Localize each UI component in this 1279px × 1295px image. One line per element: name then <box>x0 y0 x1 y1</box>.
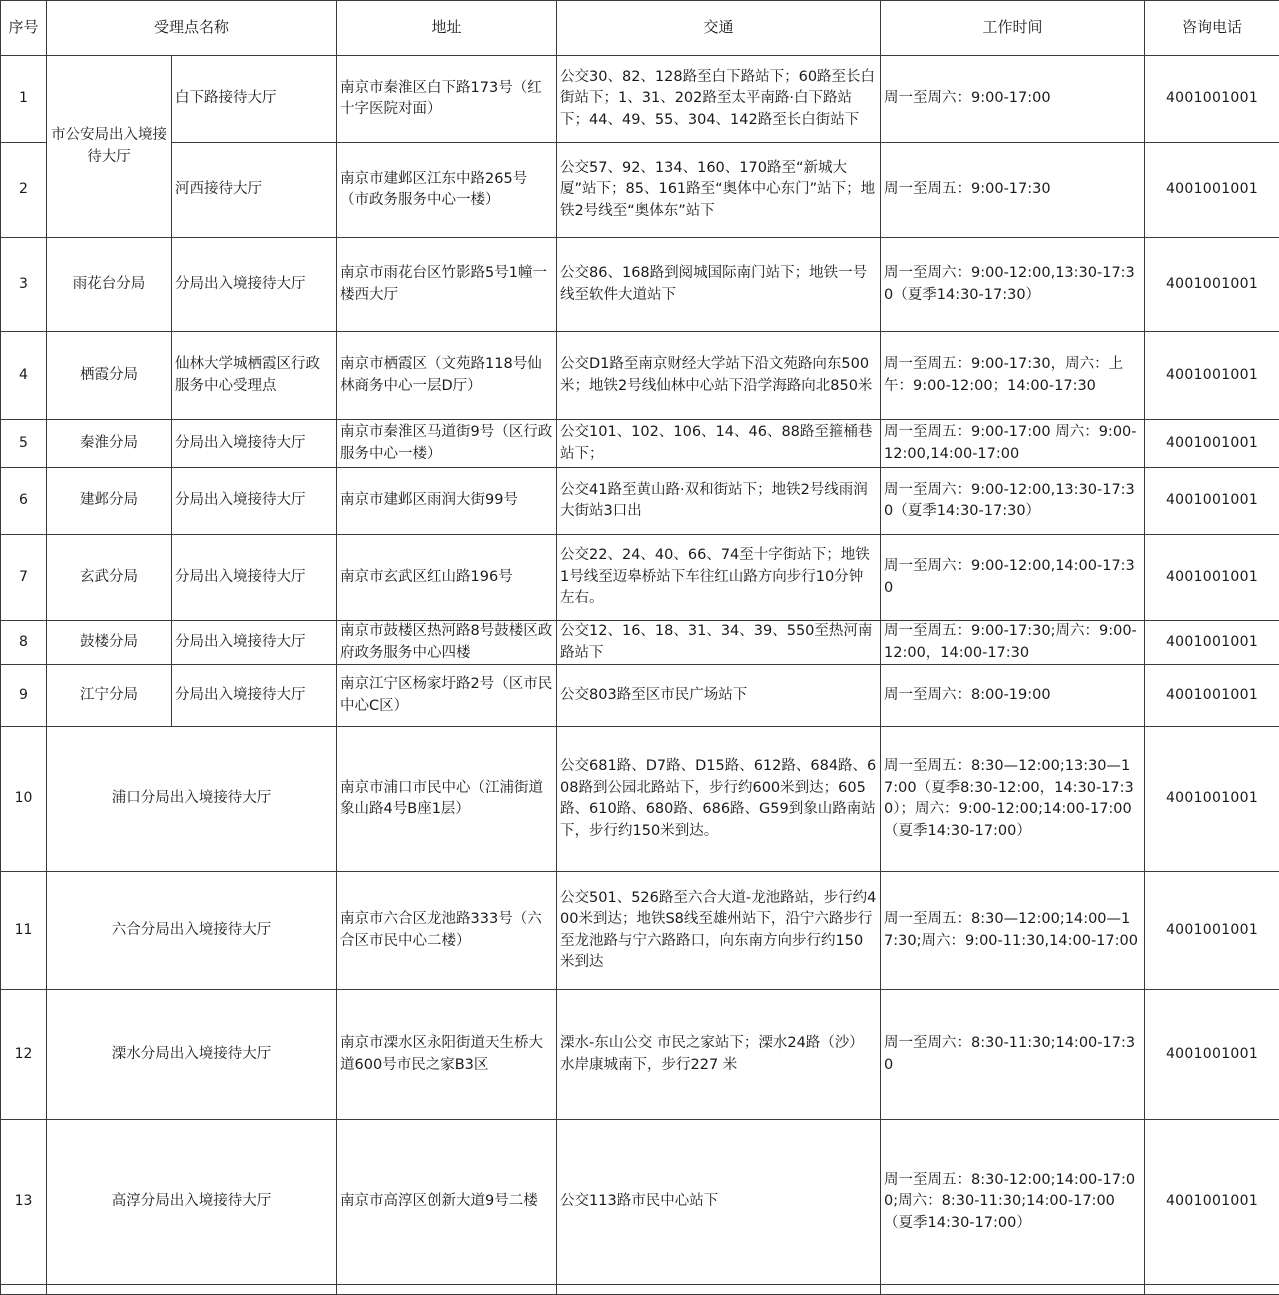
branch-cell: 玄武分局 <box>47 535 172 621</box>
phone-cell: 4001001001 <box>1145 143 1279 238</box>
phone-cell: 4001001001 <box>1145 238 1279 332</box>
phone-cell: 4001001001 <box>1145 1120 1279 1285</box>
hall-cell: 分局出入境接待大厅 <box>172 468 337 535</box>
hall-cell: 分局出入境接待大厅 <box>172 420 337 468</box>
empty-cell <box>881 1285 1145 1295</box>
table-row <box>1 332 1279 420</box>
seq-cell: 11 <box>1 872 47 990</box>
transport-cell: 公交30、82、128路至白下路站下；60路至长白街站下；1、31、202路至太平南路·白下路站下；44、49、55、304、142路至长白街站下 <box>557 56 881 143</box>
hall-cell: 分局出入境接待大厅 <box>172 535 337 621</box>
hall-cell: 分局出入境接待大厅 <box>172 665 337 727</box>
hours-cell: 周一至周六：9:00-17:00 <box>881 56 1145 143</box>
table-row <box>1 665 1279 727</box>
hours-cell: 周一至周五：9:00-17:30，周六：上午：9:00-12:00；14:00-17:30 <box>881 332 1145 420</box>
transport-cell: 公交113路市民中心站下 <box>557 1120 881 1285</box>
transport-cell: 公交681路、D7路、D15路、612路、684路、608路到公园北路站下，步行约600米到达；605路、610路、680路、686路、G59到象山路南站下，步行约150米到达。 <box>557 727 881 872</box>
header-name: 受理点名称 <box>47 1 337 56</box>
hours-cell: 周一至周六：9:00-12:00,14:00-17:30 <box>881 535 1145 621</box>
hours-cell: 周一至周六：8:30-11:30;14:00-17:30 <box>881 990 1145 1120</box>
address-cell: 南京市六合区龙池路333号（六合区市民中心二楼） <box>337 872 557 990</box>
address-cell: 南京市高淳区创新大道9号二楼 <box>337 1120 557 1285</box>
branch-cell: 栖霞分局 <box>47 332 172 420</box>
address-cell: 南京市雨花台区竹影路5号1幢一楼西大厅 <box>337 238 557 332</box>
table-row-cutoff <box>1 1285 1279 1295</box>
branch-cell: 建邺分局 <box>47 468 172 535</box>
address-cell: 南京江宁区杨家圩路2号（区市民中心C区） <box>337 665 557 727</box>
transport-cell: 公交41路至黄山路·双和街站下；地铁2号线雨润大街站3口出 <box>557 468 881 535</box>
seq-cell: 5 <box>1 420 47 468</box>
transport-cell: 公交501、526路至六合大道-龙池路站，步行约400米到达；地铁S8线至雄州站下，沿宁六路步行至龙池路与宁六路路口，向东南方向步行约150米到达 <box>557 872 881 990</box>
phone-cell: 4001001001 <box>1145 332 1279 420</box>
transport-cell: 溧水-东山公交 市民之家站下；溧水24路（沙）水岸康城南下，步行227 米 <box>557 990 881 1120</box>
transport-cell: 公交101、102、106、14、46、88路至箍桶巷站下； <box>557 420 881 468</box>
table-row <box>1 143 1279 238</box>
seq-cell: 13 <box>1 1120 47 1285</box>
branch-cell: 鼓楼分局 <box>47 621 172 665</box>
hours-cell: 周一至周五：9:00-17:30 <box>881 143 1145 238</box>
table-row <box>1 468 1279 535</box>
phone-cell: 4001001001 <box>1145 56 1279 143</box>
hall-cell: 分局出入境接待大厅 <box>172 621 337 665</box>
seq-cell: 12 <box>1 990 47 1120</box>
table-row <box>1 727 1279 872</box>
hours-cell: 周一至周五：9:00-17:30;周六：9:00-12:00，14:00-17:30 <box>881 621 1145 665</box>
branch-cell: 雨花台分局 <box>47 238 172 332</box>
phone-cell: 4001001001 <box>1145 535 1279 621</box>
hall-cell: 河西接待大厅 <box>172 143 337 238</box>
seq-cell: 4 <box>1 332 47 420</box>
branch-cell: 秦淮分局 <box>47 420 172 468</box>
table-row <box>1 535 1279 621</box>
bureau-cell: 市公安局出入境接待大厅 <box>47 56 172 238</box>
hours-cell: 周一至周六：8:00-19:00 <box>881 665 1145 727</box>
transport-cell: 公交D1路至南京财经大学站下沿文苑路向东500米；地铁2号线仙林中心站下沿学海路向北850米 <box>557 332 881 420</box>
address-cell: 南京市秦淮区马道街9号（区行政服务中心一楼） <box>337 420 557 468</box>
address-cell: 南京市秦淮区白下路173号（红十字医院对面） <box>337 56 557 143</box>
address-cell: 南京市玄武区红山路196号 <box>337 535 557 621</box>
seq-cell: 3 <box>1 238 47 332</box>
hall-cell: 仙林大学城栖霞区行政服务中心受理点 <box>172 332 337 420</box>
phone-cell: 4001001001 <box>1145 468 1279 535</box>
phone-cell: 4001001001 <box>1145 420 1279 468</box>
header-transport: 交通 <box>557 1 881 56</box>
table-row <box>1 621 1279 665</box>
seq-cell: 8 <box>1 621 47 665</box>
hours-cell: 周一至周五：8:30-12:00;14:00-17:00;周六：8:30-11:30;14:00-17:00（夏季14:30-17:00） <box>881 1120 1145 1285</box>
transport-cell: 公交86、168路到阅城国际南门站下；地铁一号线至软件大道站下 <box>557 238 881 332</box>
address-cell: 南京市鼓楼区热河路8号鼓楼区政府政务服务中心四楼 <box>337 621 557 665</box>
hall-merged-cell: 六合分局出入境接待大厅 <box>47 872 337 990</box>
transport-cell: 公交57、92、134、160、170路至“新城大厦”站下；85、161路至“奥体中心东门”站下；地铁2号线至“奥体东”站下 <box>557 143 881 238</box>
address-cell: 南京市浦口市民中心（江浦街道象山路4号B座1层） <box>337 727 557 872</box>
empty-cell <box>557 1285 881 1295</box>
transport-cell: 公交803路至区市民广场站下 <box>557 665 881 727</box>
empty-cell <box>1 1285 47 1295</box>
transport-cell: 公交12、16、18、31、34、39、550至热河南路站下 <box>557 621 881 665</box>
hours-cell: 周一至周六：9:00-12:00,13:30-17:30（夏季14:30-17:30） <box>881 468 1145 535</box>
phone-cell: 4001001001 <box>1145 990 1279 1120</box>
hall-merged-cell: 高淳分局出入境接待大厅 <box>47 1120 337 1285</box>
seq-cell: 2 <box>1 143 47 238</box>
hours-cell: 周一至周五：8:30—12:00;14:00—17:30;周六：9:00-11:30,14:00-17:00 <box>881 872 1145 990</box>
seq-cell: 7 <box>1 535 47 621</box>
header-seq: 序号 <box>1 1 47 56</box>
empty-cell <box>47 1285 337 1295</box>
phone-cell: 4001001001 <box>1145 872 1279 990</box>
address-cell: 南京市建邺区江东中路265号（市政务服务中心一楼） <box>337 143 557 238</box>
header-address: 地址 <box>337 1 557 56</box>
header-phone: 咨询电话 <box>1145 1 1279 56</box>
seq-cell: 10 <box>1 727 47 872</box>
branch-cell: 江宁分局 <box>47 665 172 727</box>
hours-cell: 周一至周五：9:00-17:00 周六：9:00-12:00,14:00-17:00 <box>881 420 1145 468</box>
hall-cell: 分局出入境接待大厅 <box>172 238 337 332</box>
address-cell: 南京市栖霞区（文苑路118号仙林商务中心一层D厅） <box>337 332 557 420</box>
table-row <box>1 872 1279 990</box>
hall-cell: 白下路接待大厅 <box>172 56 337 143</box>
hours-cell: 周一至周五：8:30—12:00;13:30—17:00（夏季8:30-12:00，14:30-17:30）；周六：9:00-12:00;14:00-17:00（夏季14:30-17:00） <box>881 727 1145 872</box>
phone-cell: 4001001001 <box>1145 665 1279 727</box>
seq-cell: 9 <box>1 665 47 727</box>
hall-merged-cell: 溧水分局出入境接待大厅 <box>47 990 337 1120</box>
table-row <box>1 1120 1279 1285</box>
table-row <box>1 238 1279 332</box>
seq-cell: 6 <box>1 468 47 535</box>
empty-cell <box>337 1285 557 1295</box>
address-cell: 南京市建邺区雨润大街99号 <box>337 468 557 535</box>
phone-cell: 4001001001 <box>1145 727 1279 872</box>
empty-cell <box>1145 1285 1279 1295</box>
transport-cell: 公交22、24、40、66、74至十字街站下；地铁1号线至迈皋桥站下车往红山路方向步行10分钟左右。 <box>557 535 881 621</box>
hours-cell: 周一至周六：9:00-12:00,13:30-17:30（夏季14:30-17:30） <box>881 238 1145 332</box>
phone-cell: 4001001001 <box>1145 621 1279 665</box>
header-hours: 工作时间 <box>881 1 1145 56</box>
address-cell: 南京市溧水区永阳街道天生桥大道600号市民之家B3区 <box>337 990 557 1120</box>
header-row <box>1 1 1279 56</box>
table-row <box>1 990 1279 1120</box>
table-row <box>1 56 1279 143</box>
hall-merged-cell: 浦口分局出入境接待大厅 <box>47 727 337 872</box>
table-row <box>1 420 1279 468</box>
seq-cell: 1 <box>1 56 47 143</box>
